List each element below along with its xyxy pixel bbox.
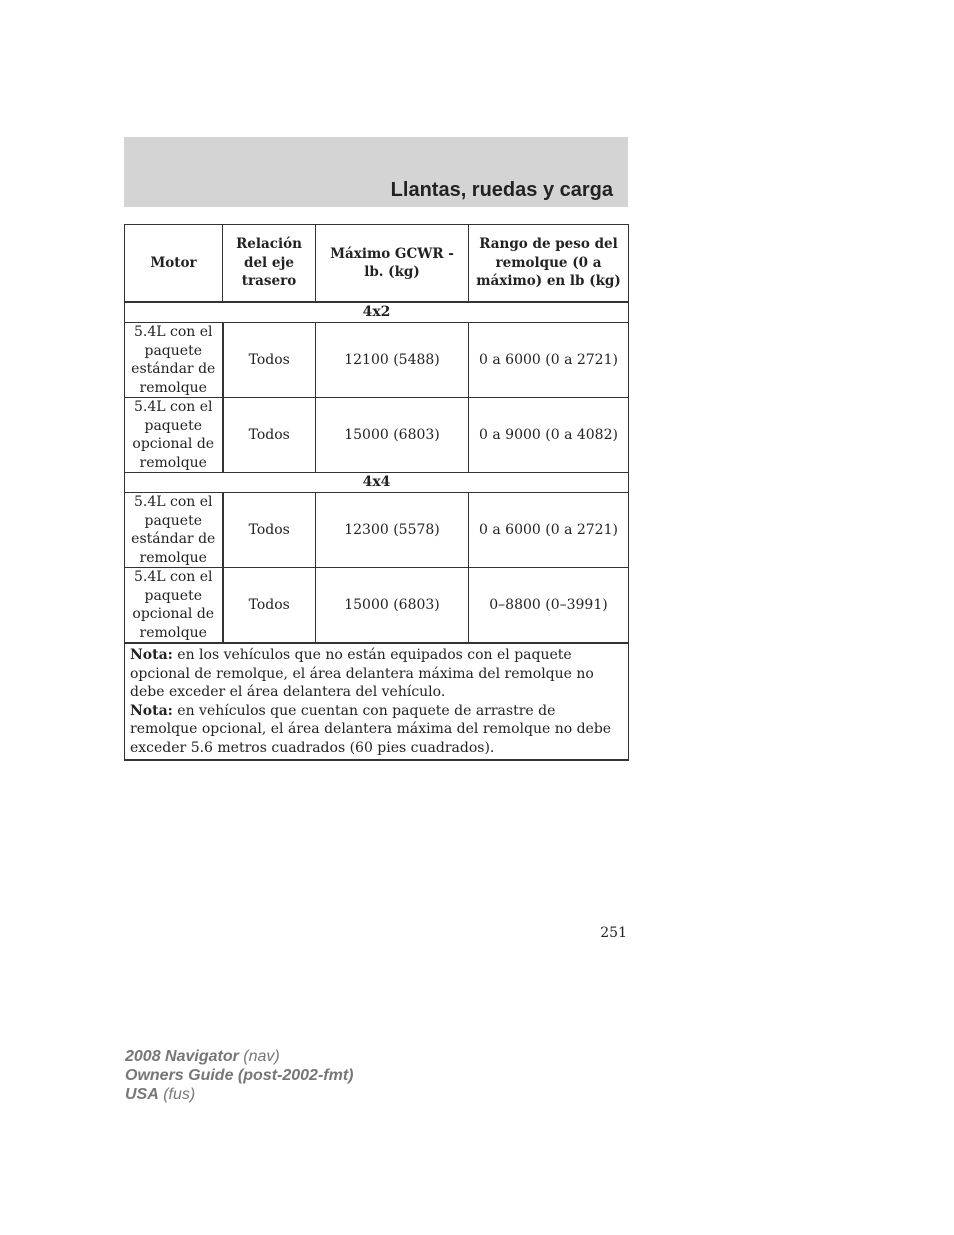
cell-trailer-weight-range: 0 a 9000 (0 a 4082) bbox=[469, 398, 629, 473]
cell-axle-ratio: Todos bbox=[223, 493, 316, 568]
section-label: 4x4 bbox=[125, 473, 629, 493]
note-2 bbox=[130, 702, 622, 758]
column-header-max-gcwr: Máximo GCWR - lb. (kg) bbox=[316, 225, 469, 303]
footer-line-guide bbox=[125, 1066, 353, 1085]
cell-axle-ratio: Todos bbox=[223, 323, 316, 398]
cell-trailer-weight-range: 0–8800 (0–3991) bbox=[469, 568, 629, 644]
column-header-trailer-weight-range: Rango de peso del remolque (0 a máximo) en lb (kg) bbox=[469, 225, 629, 303]
cell-axle-ratio: Todos bbox=[223, 568, 316, 644]
towing-capacity-table bbox=[124, 224, 629, 761]
footer-market: USA bbox=[125, 1086, 159, 1103]
note-label: Nota: bbox=[130, 702, 173, 719]
cell-max-gcwr: 15000 (6803) bbox=[316, 568, 469, 644]
cell-max-gcwr: 12100 (5488) bbox=[316, 323, 469, 398]
cell-motor: 5.4L con el paquete estándar de remolque bbox=[125, 323, 223, 398]
cell-trailer-weight-range: 0 a 6000 (0 a 2721) bbox=[469, 493, 629, 568]
table-row bbox=[125, 493, 629, 568]
footer-line-model bbox=[125, 1047, 353, 1066]
table-row bbox=[125, 398, 629, 473]
column-header-motor: Motor bbox=[125, 225, 223, 303]
cell-motor: 5.4L con el paquete opcional de remolque bbox=[125, 568, 223, 644]
footer-line-market bbox=[125, 1085, 353, 1104]
footer-guide: Owners Guide (post-2002-fmt) bbox=[125, 1067, 354, 1084]
section-header-band bbox=[124, 137, 628, 207]
note-text: en vehículos que cuentan con paquete de arrastre de remolque opcional, el área delantera máxima del remolque no debe exceder 5.6 metros cuadrados (60 pies cuadrados). bbox=[130, 702, 612, 756]
section-row-4x4 bbox=[125, 473, 629, 493]
cell-trailer-weight-range: 0 a 6000 (0 a 2721) bbox=[469, 323, 629, 398]
cell-max-gcwr: 12300 (5578) bbox=[316, 493, 469, 568]
notes-cell bbox=[125, 643, 629, 760]
cell-motor: 5.4L con el paquete estándar de remolque bbox=[125, 493, 223, 568]
table-row bbox=[125, 568, 629, 644]
section-row-4x2 bbox=[125, 302, 629, 323]
cell-motor: 5.4L con el paquete opcional de remolque bbox=[125, 398, 223, 473]
note-text: en los vehículos que no están equipados con el paquete opcional de remolque, el área delantera máxima del remolque no debe exceder el área delantera del vehículo. bbox=[130, 647, 594, 700]
cell-axle-ratio: Todos bbox=[223, 398, 316, 473]
document-footer bbox=[125, 1047, 353, 1104]
note-label: Nota: bbox=[130, 647, 173, 663]
cell-max-gcwr: 15000 (6803) bbox=[316, 398, 469, 473]
footer-model: 2008 Navigator bbox=[125, 1048, 239, 1065]
footer-model-code: (nav) bbox=[238, 1048, 280, 1065]
section-title: Llantas, ruedas y carga bbox=[390, 179, 613, 201]
table-row bbox=[125, 323, 629, 398]
page-number: 251 bbox=[600, 925, 627, 941]
column-header-axle-ratio: Relación del eje trasero bbox=[223, 225, 316, 303]
table-header-row bbox=[125, 225, 629, 303]
footer-market-code: (fus) bbox=[158, 1086, 196, 1103]
notes-row bbox=[125, 643, 629, 760]
note-1 bbox=[130, 646, 622, 702]
section-label: 4x2 bbox=[125, 302, 629, 323]
